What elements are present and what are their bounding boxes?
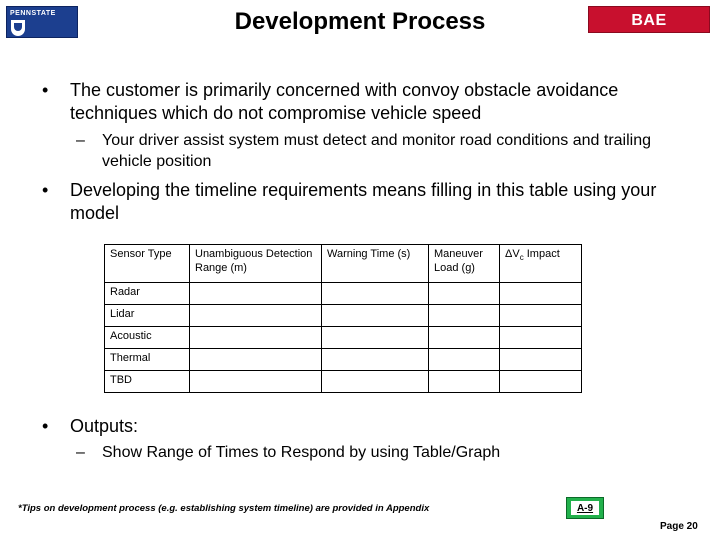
footnote: *Tips on development process (e.g. establishing system timeline) are provided in Appendix bbox=[18, 503, 430, 514]
bullet-3-sub bbox=[76, 442, 702, 463]
table-row bbox=[105, 305, 582, 327]
bullet-3-text: Outputs: bbox=[70, 416, 139, 436]
table-cell[interactable] bbox=[500, 305, 582, 327]
page-number: Page 20 bbox=[660, 521, 698, 532]
col-header-delta-v-impact bbox=[500, 245, 582, 283]
row-sensor-label: Radar bbox=[105, 283, 190, 305]
col-header-maneuver-load: Maneuver Load (g) bbox=[429, 245, 500, 283]
col-header-detection-range: Unambiguous Detection Range (m) bbox=[190, 245, 322, 283]
table-cell[interactable] bbox=[429, 349, 500, 371]
table-header-row bbox=[105, 245, 582, 283]
table-row bbox=[105, 327, 582, 349]
page-title: Development Process bbox=[234, 8, 486, 35]
pennstate-logo-text: PENNSTATE bbox=[10, 10, 56, 17]
bullet-dot-icon: • bbox=[42, 180, 49, 200]
table-cell[interactable] bbox=[322, 327, 429, 349]
table-cell[interactable] bbox=[322, 371, 429, 393]
row-sensor-label: Thermal bbox=[105, 349, 190, 371]
bullet-2-text: Developing the timeline requirements means filling in this table using your model bbox=[70, 180, 657, 223]
table-cell[interactable] bbox=[500, 283, 582, 305]
col-header-sensor-type: Sensor Type bbox=[105, 245, 190, 283]
table-row bbox=[105, 283, 582, 305]
col-header-warning-time: Warning Time (s) bbox=[322, 245, 429, 283]
bullet-dot-icon: • bbox=[42, 416, 49, 436]
bullet-1 bbox=[42, 79, 700, 125]
bullet-2 bbox=[42, 179, 700, 225]
appendix-badge-label[interactable]: A-9 bbox=[571, 501, 599, 515]
table-cell[interactable] bbox=[190, 371, 322, 393]
table-cell[interactable] bbox=[322, 283, 429, 305]
table-cell[interactable] bbox=[322, 349, 429, 371]
dash-icon: – bbox=[76, 132, 85, 149]
table-cell[interactable] bbox=[190, 283, 322, 305]
delta-v-subscript: c bbox=[519, 253, 524, 263]
bullet-1-sub bbox=[76, 130, 702, 172]
timeline-requirements-table bbox=[104, 244, 582, 393]
row-sensor-label: TBD bbox=[105, 371, 190, 393]
table-cell[interactable] bbox=[500, 327, 582, 349]
table-cell[interactable] bbox=[500, 349, 582, 371]
bullet-3-sub-text: Show Range of Times to Respond by using Table/Graph bbox=[102, 444, 501, 461]
table-cell[interactable] bbox=[190, 327, 322, 349]
appendix-badge[interactable] bbox=[566, 497, 604, 519]
table-cell[interactable] bbox=[429, 327, 500, 349]
table-row bbox=[105, 349, 582, 371]
table-cell[interactable] bbox=[429, 305, 500, 327]
dash-icon: – bbox=[76, 444, 85, 461]
impact-label: Impact bbox=[526, 248, 560, 260]
bullet-1-sub-text: Your driver assist system must detect and monitor road conditions and trailing vehicle position bbox=[102, 132, 652, 170]
table-cell[interactable] bbox=[500, 371, 582, 393]
table-cell[interactable] bbox=[429, 283, 500, 305]
bullet-dot-icon: • bbox=[42, 80, 49, 100]
row-sensor-label: Acoustic bbox=[105, 327, 190, 349]
table-cell[interactable] bbox=[429, 371, 500, 393]
table-cell[interactable] bbox=[190, 349, 322, 371]
table-row bbox=[105, 371, 582, 393]
table-cell[interactable] bbox=[190, 305, 322, 327]
bae-systems-logo: BAE SYSTEMS bbox=[588, 6, 710, 33]
bullet-3 bbox=[42, 415, 700, 438]
table-cell[interactable] bbox=[322, 305, 429, 327]
row-sensor-label: Lidar bbox=[105, 305, 190, 327]
delta-v-label: ΔV bbox=[505, 248, 520, 260]
bullet-1-text: The customer is primarily concerned with convoy obstacle avoidance techniques which do not compromise vehicle speed bbox=[70, 80, 619, 123]
